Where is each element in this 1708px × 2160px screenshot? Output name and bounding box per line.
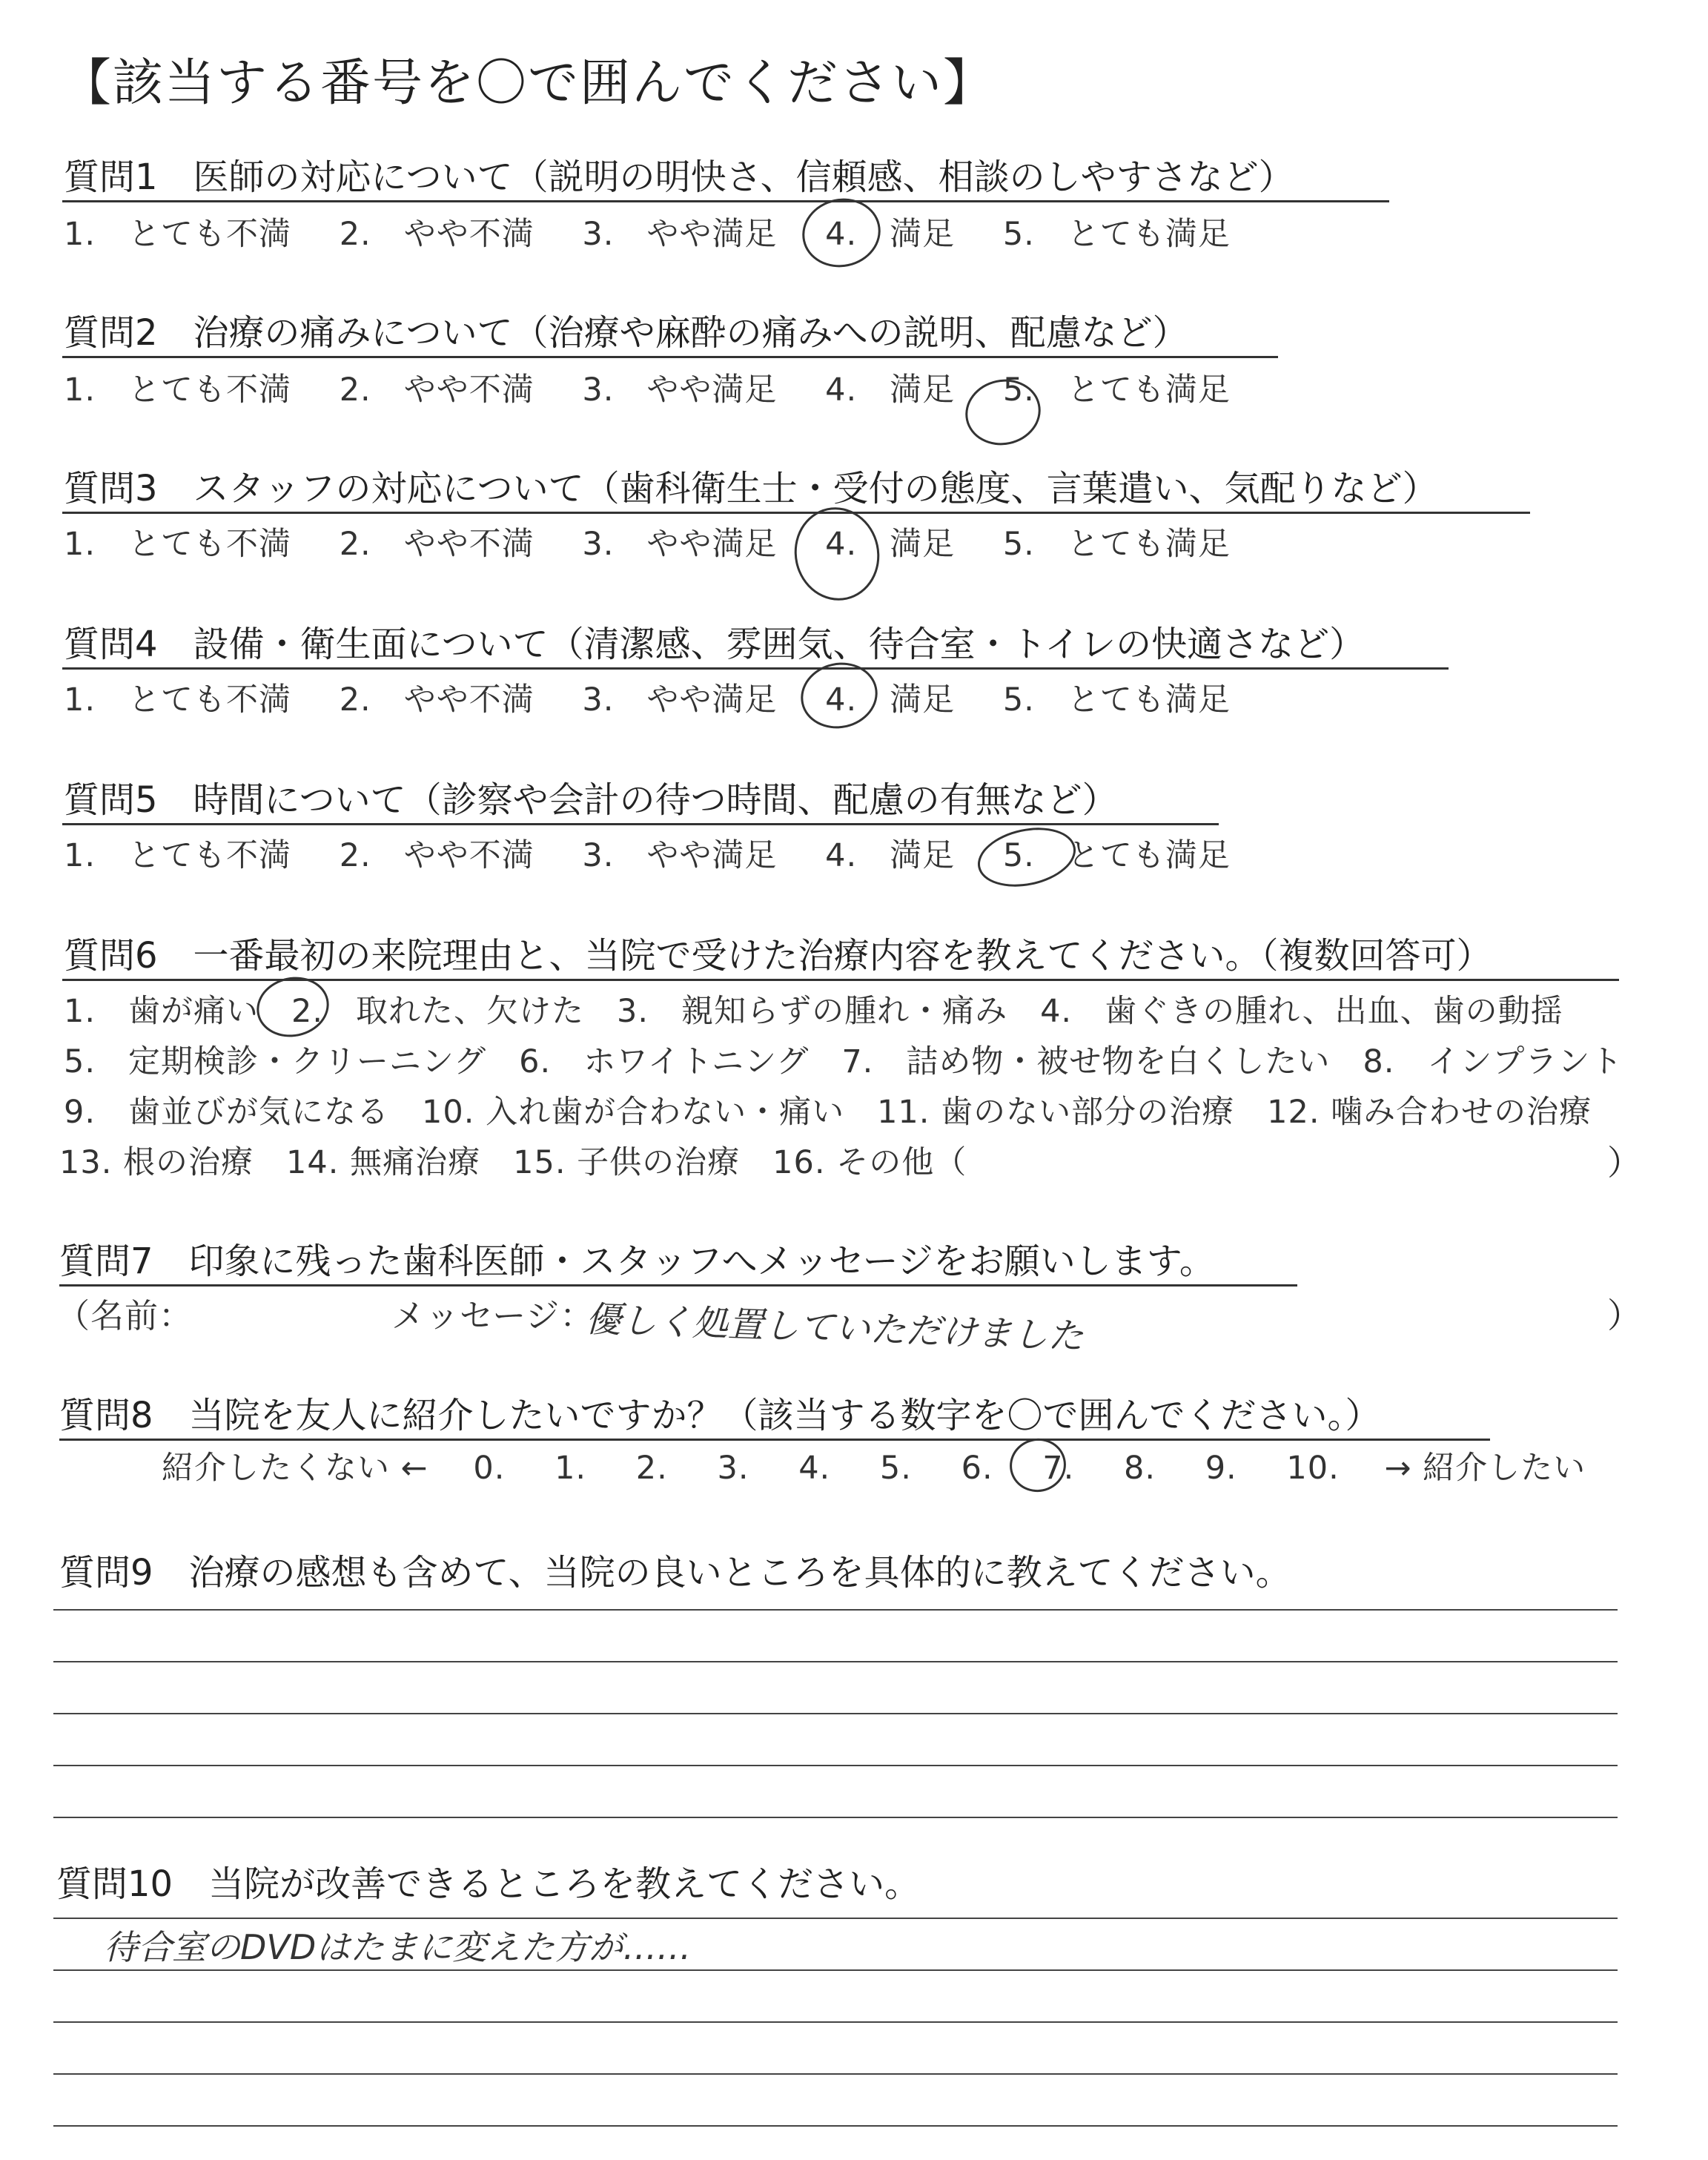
question-3-title: 質問3 スタッフの対応について（歯科衛生士・受付の態度、言葉遣い、気配りなど） bbox=[64, 468, 1438, 509]
question-5-options bbox=[64, 830, 1268, 876]
q8-scale-10[interactable]: 10. bbox=[1286, 1450, 1340, 1487]
question-7-underline bbox=[59, 1284, 1297, 1287]
question-8-title: 質問8 当院を友人に紹介したいですか？（該当する数字を〇で囲んでください。） bbox=[59, 1395, 1381, 1436]
q3-option-1[interactable]: 1. とても不満 bbox=[64, 526, 292, 563]
q3-answer-circle bbox=[786, 500, 888, 609]
q10-answer-line-2[interactable] bbox=[53, 1969, 1618, 1971]
q8-scale-2[interactable]: 2. bbox=[635, 1450, 668, 1487]
q6-answer-circle bbox=[251, 971, 334, 1044]
question-3-options bbox=[64, 519, 1268, 564]
q2-option-1[interactable]: 1. とても不満 bbox=[64, 371, 292, 409]
q10-answer-handwritten[interactable]: 待合室のDVDはたまに変えた方が…… bbox=[104, 1927, 692, 1967]
q9-answer-line-1[interactable] bbox=[53, 1609, 1618, 1611]
q9-answer-line-5[interactable] bbox=[53, 1817, 1618, 1818]
q6-other-close-paren: ） bbox=[1607, 1143, 1641, 1183]
q7-name-label: （名前： bbox=[56, 1296, 193, 1335]
q1-option-3[interactable]: 3. やや満足 bbox=[582, 216, 778, 253]
q8-scale-4[interactable]: 4. bbox=[798, 1450, 831, 1487]
q3-option-5[interactable]: 5. とても満足 bbox=[1002, 526, 1231, 563]
question-3-underline bbox=[62, 512, 1530, 514]
q7-close-paren: ） bbox=[1607, 1295, 1641, 1335]
question-1-options bbox=[64, 209, 1268, 254]
q8-left-label: 紹介したくない ← bbox=[162, 1450, 428, 1487]
form-header: 【該当する番号を〇で囲んでください】 bbox=[61, 54, 996, 113]
q9-answer-line-3[interactable] bbox=[53, 1713, 1618, 1714]
q4-option-4[interactable]: 4. 満足 bbox=[825, 681, 956, 719]
q10-answer-line-5[interactable] bbox=[53, 2125, 1618, 2127]
question-2-title: 質問2 治療の痛みについて（治療や麻酔の痛みへの説明、配慮など） bbox=[64, 312, 1188, 354]
q1-option-5[interactable]: 5. とても満足 bbox=[1002, 216, 1231, 253]
q7-message-handwritten[interactable]: 優しく処置していただけました bbox=[585, 1298, 1085, 1358]
q8-scale-row bbox=[162, 1443, 1586, 1488]
question-5-title: 質問5 時間について（診察や会計の待つ時間、配慮の有無など） bbox=[64, 779, 1118, 821]
q4-option-3[interactable]: 3. やや満足 bbox=[582, 681, 778, 719]
q4-option-1[interactable]: 1. とても不満 bbox=[64, 681, 292, 719]
q6-option-row-2[interactable]: 5. 定期検診・クリーニング 6. ホワイトニング 7. 詰め物・被せ物を白くしたい 8. インプラント bbox=[64, 1043, 1623, 1080]
q10-answer-line-3[interactable] bbox=[53, 2021, 1618, 2023]
q8-scale-1[interactable]: 1. bbox=[555, 1450, 587, 1487]
q9-answer-line-2[interactable] bbox=[53, 1661, 1618, 1662]
q8-scale-9[interactable]: 9. bbox=[1205, 1450, 1237, 1487]
question-1-title: 質問1 医師の対応について（説明の明快さ、信頼感、相談のしやすさなど） bbox=[64, 156, 1294, 198]
q1-option-4[interactable]: 4. 満足 bbox=[825, 216, 956, 253]
q3-option-2[interactable]: 2. やや不満 bbox=[339, 526, 534, 563]
q5-option-4[interactable]: 4. 満足 bbox=[825, 837, 956, 874]
q8-scale-6[interactable]: 6. bbox=[961, 1450, 993, 1487]
question-10-title: 質問10 当院が改善できるところを教えてください。 bbox=[56, 1863, 921, 1905]
q8-scale-8[interactable]: 8. bbox=[1124, 1450, 1156, 1487]
question-4-title: 質問4 設備・衛生面について（清潔感、雰囲気、待合室・トイレの快適さなど） bbox=[64, 624, 1366, 665]
question-5-underline bbox=[62, 823, 1219, 825]
q5-option-2[interactable]: 2. やや不満 bbox=[339, 837, 534, 874]
q8-scale-0[interactable]: 0. bbox=[473, 1450, 506, 1487]
question-4-options bbox=[64, 675, 1268, 720]
q9-answer-line-4[interactable] bbox=[53, 1765, 1618, 1766]
q1-option-1[interactable]: 1. とても不満 bbox=[64, 216, 292, 253]
q3-option-4[interactable]: 4. 満足 bbox=[825, 526, 956, 563]
question-1-underline bbox=[62, 200, 1389, 202]
q8-scale-3[interactable]: 3. bbox=[717, 1450, 749, 1487]
q10-answer-line-4[interactable] bbox=[53, 2073, 1618, 2075]
q8-scale-7[interactable]: 7. bbox=[1042, 1450, 1075, 1487]
q4-option-5[interactable]: 5. とても満足 bbox=[1002, 681, 1231, 719]
question-6-title: 質問6 一番最初の来院理由と、当院で受けた治療内容を教えてください。（複数回答可） bbox=[64, 935, 1492, 977]
q6-option-row-1[interactable]: 1. 歯が痛い 2. 取れた、欠けた 3. 親知らずの腫れ・痛み 4. 歯ぐきの腫れ、出血、歯の動揺 bbox=[64, 993, 1563, 1030]
q7-message-label: メッセージ： bbox=[391, 1296, 595, 1335]
question-8-underline bbox=[59, 1439, 1490, 1441]
q5-option-5[interactable]: 5. とても満足 bbox=[1002, 837, 1231, 874]
q8-right-label: → 紹介したい bbox=[1384, 1450, 1586, 1487]
question-9-title: 質問9 治療の感想も含めて、当院の良いところを具体的に教えてください。 bbox=[59, 1552, 1291, 1593]
question-7-title: 質問7 印象に残った歯科医師・スタッフへメッセージをお願いします。 bbox=[59, 1241, 1215, 1282]
q1-answer-circle bbox=[796, 191, 887, 274]
question-4-underline bbox=[62, 667, 1449, 670]
q2-option-2[interactable]: 2. やや不満 bbox=[339, 371, 534, 409]
q1-option-2[interactable]: 2. やや不満 bbox=[339, 216, 534, 253]
q4-option-2[interactable]: 2. やや不満 bbox=[339, 681, 534, 719]
q5-option-3[interactable]: 3. やや満足 bbox=[582, 837, 778, 874]
q2-option-3[interactable]: 3. やや満足 bbox=[582, 371, 778, 409]
q5-option-1[interactable]: 1. とても不満 bbox=[64, 837, 292, 874]
q3-option-3[interactable]: 3. やや満足 bbox=[582, 526, 778, 563]
q2-option-5[interactable]: 5. とても満足 bbox=[1002, 371, 1231, 409]
q2-option-4[interactable]: 4. 満足 bbox=[825, 371, 956, 409]
q10-answer-line-1[interactable] bbox=[53, 1918, 1618, 1919]
question-2-options bbox=[64, 365, 1268, 410]
q6-option-row-3[interactable]: 9. 歯並びが気になる 10. 入れ歯が合わない・痛い 11. 歯のない部分の治療 12. 噛み合わせの治療 bbox=[64, 1094, 1592, 1131]
q6-option-row-4[interactable]: 13. 根の治療 14. 無痛治療 15. 子供の治療 16. その他（ bbox=[59, 1144, 967, 1181]
q8-scale-5[interactable]: 5. bbox=[879, 1450, 912, 1487]
question-2-underline bbox=[62, 356, 1278, 358]
